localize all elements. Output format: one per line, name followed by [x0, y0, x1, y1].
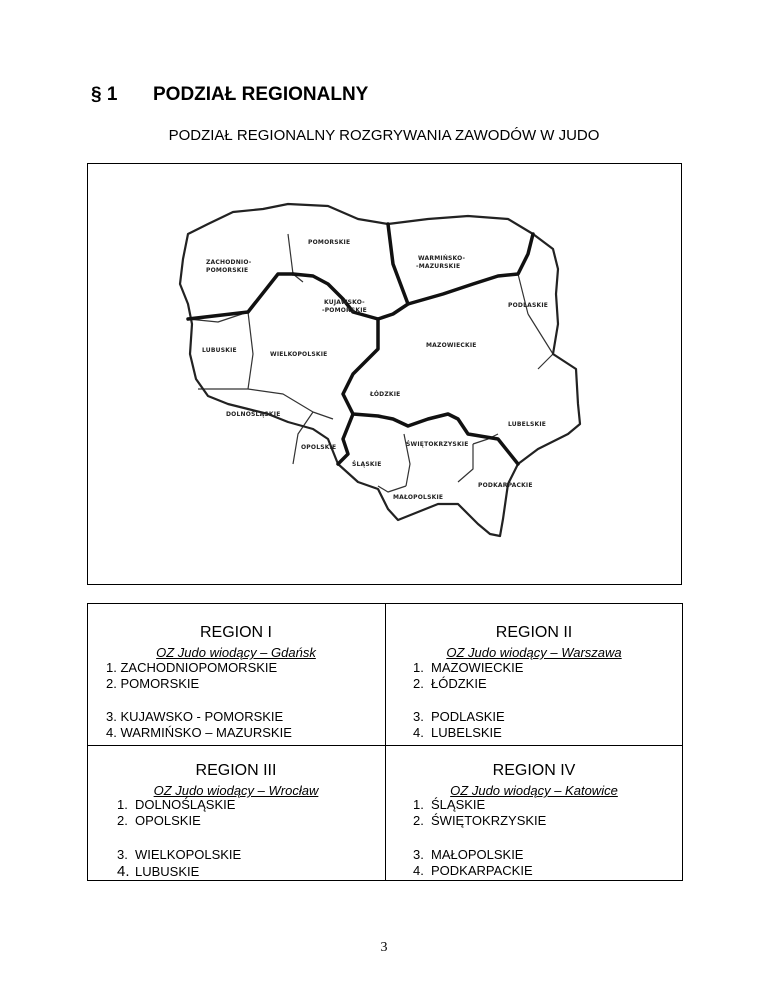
label-zachodniopomorskie: ZACHODNIO-POMORSKIE	[206, 259, 252, 274]
region-3-cell	[88, 746, 384, 886]
region-1-title: REGION I	[199, 624, 272, 641]
region-2-item: 2. ŁÓDZKIE	[413, 676, 487, 691]
region-1-cell	[88, 604, 384, 744]
region-2-item: 4. LUBELSKIE	[413, 725, 502, 740]
region-3-item: 3. WIELKOPOLSKIE	[117, 847, 242, 862]
border-opolskie-dolno	[293, 412, 313, 464]
regions-table	[87, 603, 683, 881]
border-malo-podk	[458, 444, 473, 482]
region-1-lead: OZ Judo wiodący – Gdańsk	[156, 645, 316, 660]
border-wielko-opolskie	[313, 412, 333, 419]
region-3-item: 1. DOLNOŚLĄSKIE	[117, 797, 236, 812]
border-region1-west	[188, 274, 293, 319]
map-frame	[87, 163, 682, 585]
region-4-title: REGION IV	[492, 762, 576, 779]
border-region3-region4	[338, 414, 353, 464]
region-2-lead: OZ Judo wiodący – Warszawa	[446, 645, 622, 660]
label-mazowieckie: MAZOWIECKIE	[426, 342, 477, 349]
label-podkarpackie: PODKARPACKIE	[478, 482, 533, 489]
region-1-item: 2. POMORSKIE	[106, 676, 200, 691]
region-3-item: 2. OPOLSKIE	[117, 813, 201, 828]
region-1-item: 3. KUJAWSKO - POMORSKIE	[106, 709, 284, 724]
border-slaskie-malo	[378, 486, 406, 492]
region-1-item: 1. ZACHODNIOPOMORSKIE	[106, 660, 278, 675]
section-number: § 1	[91, 84, 118, 105]
region-4-item: 2. ŚWIĘTOKRZYSKIE	[413, 813, 547, 828]
page-subtitle: PODZIAŁ REGIONALNY ROZGRYWANIA ZAWODÓW W JUDO	[168, 127, 600, 144]
border-region1-warm	[388, 224, 533, 304]
border-lubuskie-wielko	[248, 312, 253, 389]
label-lubuskie: LUBUSKIE	[202, 347, 237, 354]
label-lubelskie: LUBELSKIE	[508, 421, 547, 428]
region-4-item: 3. MAŁOPOLSKIE	[413, 847, 524, 862]
region-4-cell	[386, 746, 682, 886]
border-maz-lubelskie	[528, 314, 553, 369]
section-heading	[91, 84, 368, 106]
region-2-title: REGION II	[495, 624, 573, 641]
region-3-item: 4. LUBUSKIE	[117, 863, 200, 880]
page-number: 3	[380, 940, 388, 955]
region-2-cell	[386, 604, 682, 744]
label-kujawsko: KUJAWSKO--POMORSKIE	[322, 299, 367, 314]
label-malopolskie: MAŁOPOLSKIE	[393, 494, 444, 501]
label-swietokrzyskie: ŚWIĘTOKRZYSKIE	[406, 441, 469, 448]
label-opolskie: OPOLSKIE	[301, 444, 337, 451]
label-slaskie: ŚLĄSKIE	[352, 461, 382, 468]
region-3-lead: OZ Judo wiodący – Wrocław	[153, 783, 319, 798]
region-1-item: 4. WARMIŃSKO – MAZURSKIE	[106, 725, 292, 740]
region-2-item: 1. MAZOWIECKIE	[413, 660, 524, 675]
label-dolnoslaskie: DOLNOŚLĄSKIE	[226, 411, 281, 418]
label-lodzkie: ŁÓDZKIE	[370, 391, 401, 398]
border-wielko-dolno	[198, 389, 313, 412]
region-3-title: REGION III	[195, 762, 277, 779]
poland-voivodeship-map	[88, 164, 683, 586]
label-pomorskie: POMORSKIE	[308, 239, 351, 246]
region-4-item: 1. ŚLĄSKIE	[413, 797, 486, 812]
region-4-lead: OZ Judo wiodący – Katowice	[450, 783, 618, 798]
section-title: PODZIAŁ REGIONALNY	[153, 84, 369, 105]
region-4-item: 4. PODKARPACKIE	[413, 863, 533, 878]
label-podlaskie: PODLASKIE	[508, 302, 549, 309]
label-warminsko: WARMIŃSKO--MAZURSKIE	[416, 255, 466, 270]
region-2-item: 3. PODLASKIE	[413, 709, 505, 724]
label-wielkopolskie: WIELKOPOLSKIE	[270, 351, 328, 358]
